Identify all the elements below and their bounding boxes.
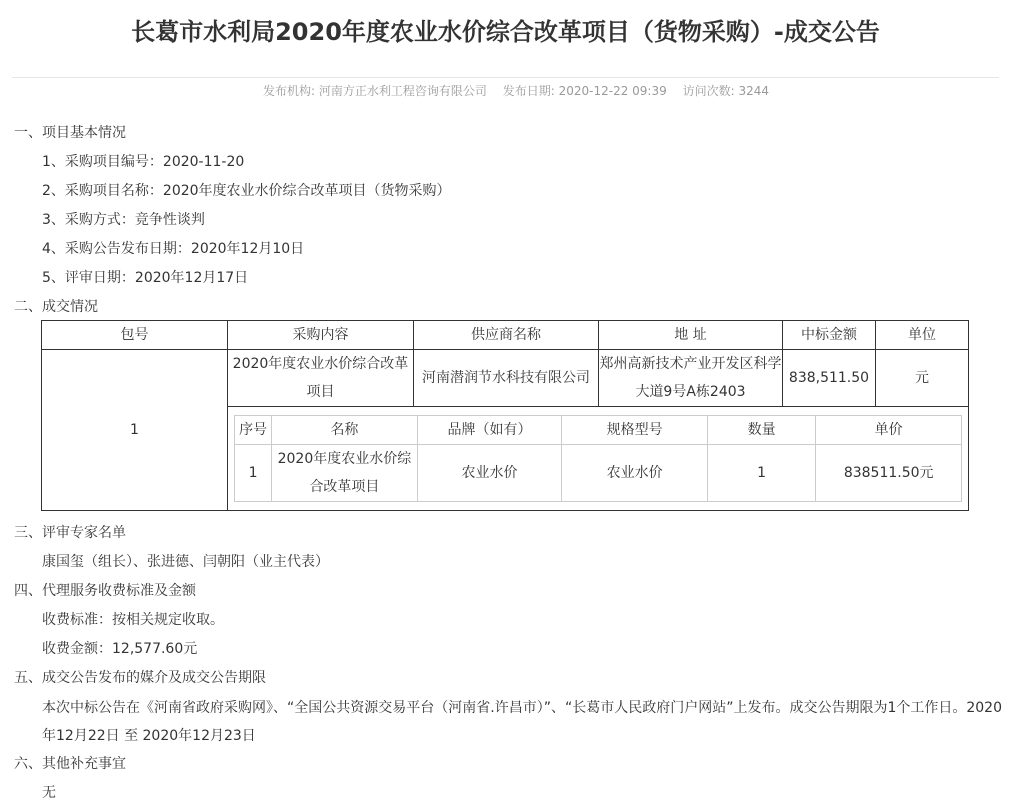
date-label: 发布日期: bbox=[502, 84, 555, 98]
award-amount: 838,511.50 bbox=[783, 350, 876, 407]
column-header: 包号 bbox=[42, 321, 228, 350]
section3-heading: 三、评审专家名单 bbox=[14, 525, 126, 541]
package-number: 1 bbox=[42, 350, 228, 511]
article-meta bbox=[0, 82, 1011, 99]
item-model: 农业水价 bbox=[562, 445, 708, 502]
publisher-label: 发布机构: bbox=[263, 84, 316, 98]
item-unit-price: 838511.50元 bbox=[816, 445, 962, 502]
section2-heading: 二、成交情况 bbox=[14, 299, 98, 315]
page-title: 长葛市水利局2020年度农业水价综合改革项目（货物采购）-成交公告 bbox=[131, 18, 880, 46]
visit-count: 3244 bbox=[738, 84, 769, 98]
visits-label: 访问次数: bbox=[682, 84, 735, 98]
section1-heading: 一、项目基本情况 bbox=[14, 125, 126, 141]
detail-column-header: 名称 bbox=[272, 416, 418, 445]
column-header: 中标金额 bbox=[783, 321, 876, 350]
detail-column-header: 单价 bbox=[816, 416, 962, 445]
section1-item: 1、采购项目编号：2020-11-20 bbox=[42, 154, 245, 170]
fee-standard: 收费标准：按相关规定收取。 bbox=[42, 612, 224, 628]
supplier-name: 河南潜润节水科技有限公司 bbox=[414, 350, 599, 407]
column-header: 地 址 bbox=[599, 321, 783, 350]
detail-column-header: 数量 bbox=[707, 416, 815, 445]
section4-heading: 四、代理服务收费标准及金额 bbox=[14, 583, 196, 599]
column-header: 采购内容 bbox=[228, 321, 414, 350]
amount-unit: 元 bbox=[876, 350, 969, 407]
column-header: 供应商名称 bbox=[414, 321, 599, 350]
detail-column-header: 品牌（如有） bbox=[417, 416, 562, 445]
publish-date: 2020-12-22 09:39 bbox=[558, 84, 667, 98]
section1-item: 4、采购公告发布日期：2020年12月10日 bbox=[42, 241, 305, 257]
section5-heading: 五、成交公告发布的媒介及成交公告期限 bbox=[14, 670, 266, 686]
item-quantity: 1 bbox=[707, 445, 815, 502]
detail-table bbox=[234, 415, 962, 502]
section1-item: 2、采购项目名称：2020年度农业水价综合改革项目（货物采购） bbox=[42, 183, 451, 199]
detail-column-header: 序号 bbox=[235, 416, 272, 445]
item-name: 2020年度农业水价综合改革项目 bbox=[272, 445, 418, 502]
supplier-address: 郑州高新技术产业开发区科学大道9号A栋2403 bbox=[599, 350, 783, 407]
section1-item: 5、评审日期：2020年12月17日 bbox=[42, 270, 249, 286]
table-row bbox=[42, 350, 969, 407]
other-matters: 无 bbox=[42, 785, 56, 801]
expert-list: 康国玺（组长）、张进德、闫朝阳（业主代表） bbox=[42, 554, 329, 570]
procurement-content: 2020年度农业水价综合改革项目 bbox=[228, 350, 414, 407]
column-header: 单位 bbox=[876, 321, 969, 350]
table-header-row bbox=[42, 321, 969, 350]
detail-column-header: 规格型号 bbox=[562, 416, 708, 445]
fee-amount: 收费金额：12,577.60元 bbox=[42, 641, 198, 657]
publisher: 河南方正水利工程咨询有限公司 bbox=[318, 84, 487, 98]
section1-item: 3、采购方式：竞争性谈判 bbox=[42, 212, 205, 228]
item-number: 1 bbox=[235, 445, 272, 502]
detail-cell bbox=[228, 407, 969, 511]
publication-notice: 本次中标公告在《河南省政府采购网》、“全国公共资源交易平台（河南省.许昌市）”、“长葛市人民政府门户网站”上发布。成交公告期限为1个工作日。2020年12月22日 至 2020年12月23日 bbox=[42, 700, 1002, 744]
detail-header-row bbox=[235, 416, 962, 445]
detail-item-row bbox=[235, 445, 962, 502]
item-brand: 农业水价 bbox=[417, 445, 562, 502]
title-divider bbox=[12, 77, 999, 78]
section6-heading: 六、其他补充事宜 bbox=[14, 756, 126, 772]
award-table bbox=[41, 320, 969, 511]
